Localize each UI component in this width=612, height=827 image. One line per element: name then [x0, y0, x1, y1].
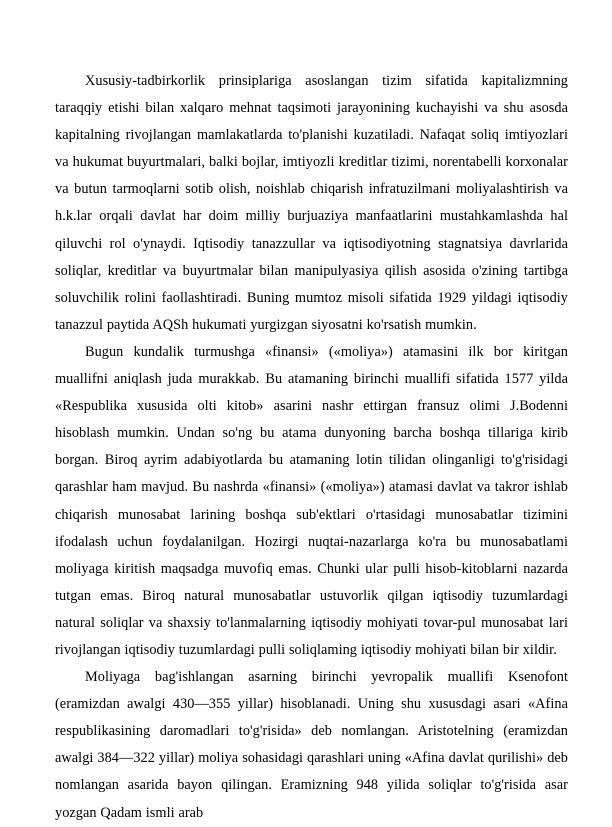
paragraph-1: Xususiy-tadbirkorlik prinsiplariga asoslangan tizim sifatida kapitalizmning taraqqiy etishi bilan xalqaro mehnat taqsimoti jarayonining kuchayishi va shu asosda kapitalning rivojlangan mamlakatlarda to'planishi kuzatiladi. Nafaqat soliq imtiyozlari va hukumat buyurtmalari, balki bojlar, imtiyozli kreditlar tizimi, norentabelli korxonalar va butun tarmoqlarni sotib olish, noishlab chiqarish infratuzilmani moliyalashtirish va h.k.lar orqali davlat har doim milliy burjuaziya manfaatlarini mustahkamlashda hal qiluvchi rol o'ynaydi. Iqtisodiy tanazzullar va iqtisodiyotning stagnatsiya davrlarida soliqlar, kreditlar va buyurtmalar bilan manipulyasiya qilish asosida o'zining tartibga soluvchilik rolini faollashtiradi. Buning mumtoz misoli sifatida 1929 yildagi iqtisodiy tanazzul paytida AQSh hukumati yurgizgan siyosatni ko'rsatish mumkin. [55, 73, 568, 333]
document-text-body [55, 68, 568, 827]
paragraph-3: Moliyaga bag'ishlangan asarning birinchi yevropalik muallifi Ksenofont (eramizdan awalgi 430—355 yillar) hisoblanadi. Uning shu xususdagi asari «Afina respublikasining daromadlari to'g'risida» deb nomlangan. Aristotelning (eramizdan awalgi 384—322 yillar) moliya sohasidagi qarashlari uning «Afina davlat qurilishi» deb nomlangan asarida bayon qilingan. Eramizning 948 yilida soliqlar to'g'risida asar yozgan Qadam ismli arab [55, 669, 568, 821]
paragraph-2: Bugun kundalik turmushga «finansi» («moliya») atamasini ilk bor kiritgan muallifni aniqlash juda murakkab. Bu atamaning birinchi muallifi sifatida 1577 yilda «Respublika xususida olti kitob» asarini nashr ettirgan fransuz olimi J.Bodenni hisoblash mumkin. Undan so'ng bu atama dunyoning barcha boshqa tillariga kirib borgan. Biroq ayrim adabiyotlarda bu atamaning lotin tilidan olinganligi to'g'risidagi qarashlar ham mavjud. Bu nashrda «finansi» («moliya») atamasi davlat va takror ishlab chiqarish munosabat larining boshqa sub'ektlari o'rtasidagi munosabatlar tizimini ifodalash uchun foydalanilgan. Hozirgi nuqtai-nazarlarga ko'ra bu munosabatlami moliyaga kiritish maqsadga muvofiq emas. Chunki ular pulli hisob-kitoblarni nazarda tutgan emas. Biroq natural munosabatlar ustuvorlik qilgan iqtisodiy tuzumlardagi natural soliqlar va shaxsiy to'lanmalarning iqtisodiy mohiyati tovar-pul munosabat lari rivojlangan iqtisodiy tuzumlardagi pulli soliqlaming iqtisodiy mohiyati bilan bir xildir. [55, 343, 568, 658]
